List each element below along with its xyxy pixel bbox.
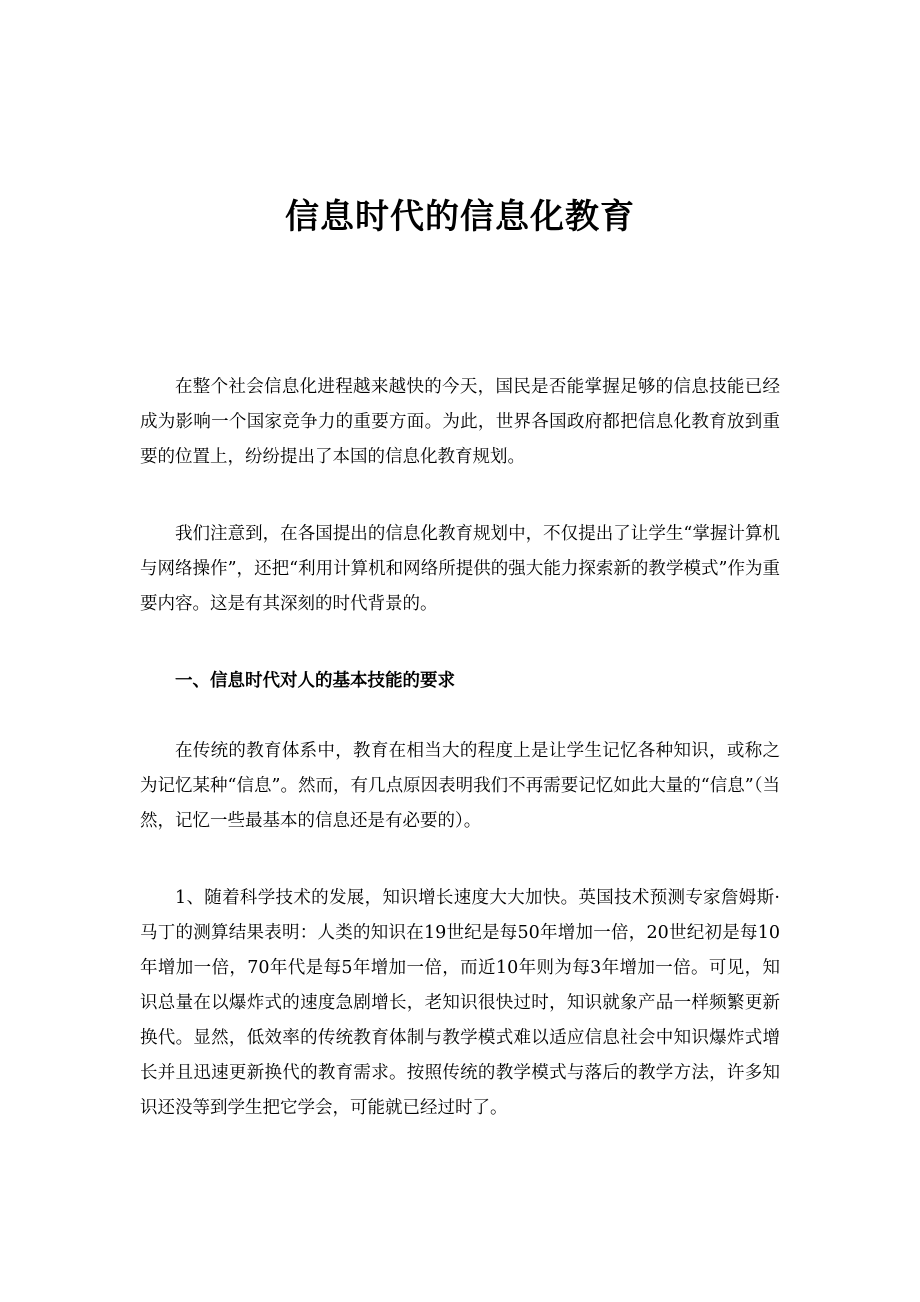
- section-paragraph-2: 1、随着科学技术的发展，知识增长速度大大加快。英国技术预测专家詹姆斯·马丁的测算结果表明：人类的知识在19世纪是每50年增加一倍，20世纪初是每10年增加一倍，70年代是每5年增加一倍，而近10年则为每3年增加一倍。可见，知识总量在以爆炸式的速度急剧增长，老知识很快过时，知识就象产品一样频繁更新换代。显然，低效率的传统教育体制与教学模式难以适应信息社会中知识爆炸式增长并且迅速更新换代的教育需求。按照传统的教学模式与落后的教学方法，许多知识还没等到学生把它学会，可能就已经过时了。: [140, 888, 780, 1118]
- intro-paragraph-1: 在整个社会信息化进程越来越快的今天，国民是否能掌握足够的信息技能已经成为影响一个国家竞争力的重要方面。为此，世界各国政府都把信息化教育放到重要的位置上，纷纷提出了本国的信息化教育规划。: [140, 377, 780, 467]
- document-title: 信息时代的信息化教育: [285, 197, 635, 237]
- section-heading: 一、信息时代对人的基本技能的要求: [175, 671, 455, 691]
- section-paragraph-1: 在传统的教育体系中，教育在相当大的程度上是让学生记忆各种知识，或称之为记忆某种“信息”。然而，有几点原因表明我们不再需要记忆如此大量的“信息”（当然，记忆一些最基本的信息还是有必要的）。: [140, 741, 780, 831]
- intro-paragraph-2: 我们注意到，在各国提出的信息化教育规划中，不仅提出了让学生“掌握计算机与网络操作”，还把“利用计算机和网络所提供的强大能力探索新的教学模式”作为重要内容。这是有其深刻的时代背景的。: [140, 524, 780, 614]
